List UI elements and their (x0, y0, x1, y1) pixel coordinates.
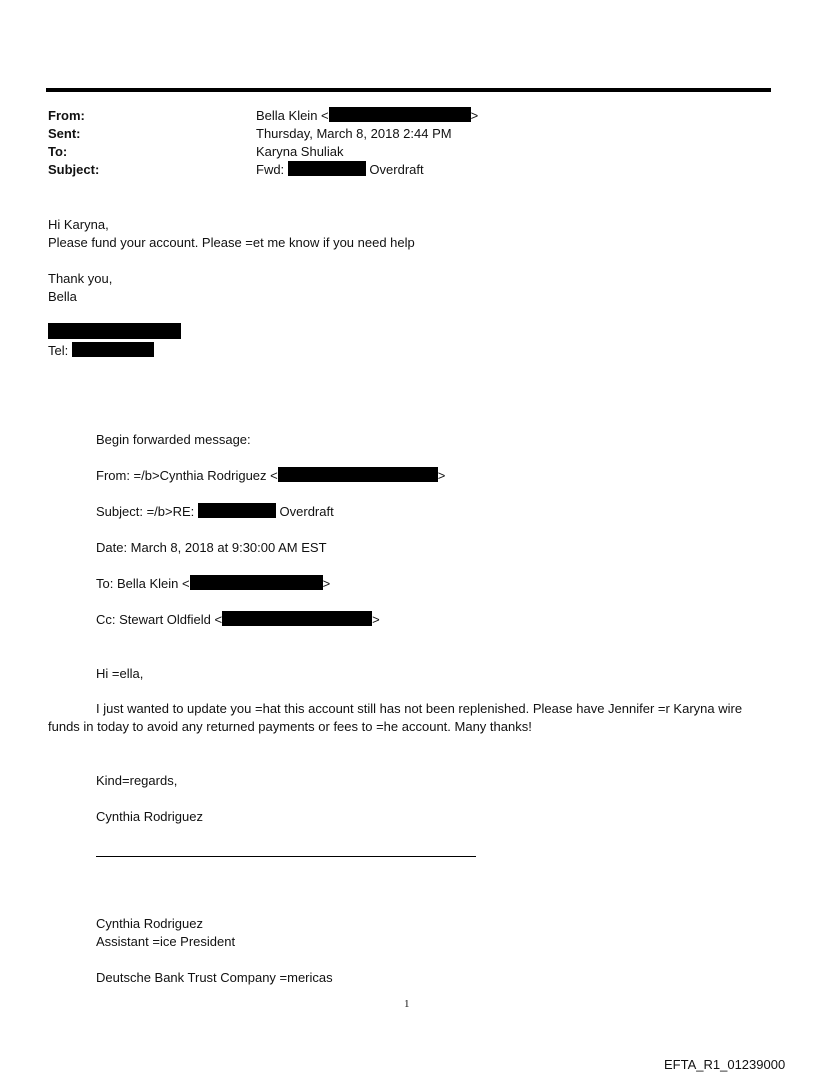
regards: Kind=regards, (96, 773, 178, 788)
bates-number: EFTA_R1_01239000 (664, 1057, 786, 1072)
to-value: Karyna Shuliak (256, 144, 344, 159)
forward-to-text: To: Bella Klein < (96, 576, 190, 591)
forward-from-text: From: =/b>Cynthia Rodriguez < (96, 468, 278, 483)
signoff: Bella (48, 289, 77, 304)
redaction-box (288, 161, 366, 176)
signature-title: Assistant =ice President (96, 934, 236, 949)
page-number: 1 (404, 998, 410, 1010)
forward-subject-suffix: Overdraft (279, 504, 334, 519)
redaction-box (190, 575, 323, 590)
subject-suffix: Overdraft (369, 162, 424, 177)
subject-prefix: Fwd: (256, 162, 285, 177)
sent-value: Thursday, March 8, 2018 2:44 PM (256, 126, 452, 141)
redaction-box (48, 323, 181, 339)
signature-rule (96, 856, 476, 857)
forward-cc (96, 611, 380, 629)
forward-date: Date: March 8, 2018 at 9:30:00 AM EST (96, 540, 327, 555)
forward-cc-close: > (372, 612, 380, 627)
forward-to (96, 575, 330, 593)
from-value (256, 107, 478, 125)
forward-from-close: > (437, 468, 446, 483)
signature-company: Deutsche Bank Trust Company =mericas (96, 970, 333, 985)
forward-from (96, 467, 445, 485)
forward-paragraph-text: I just wanted to update you =hat this account still has not been replenished. Please have Jennifer =r Karyna wire funds in today to avoid any returned payments or fees to =he account. Many thanks! (48, 701, 743, 734)
from-label: From: (48, 108, 85, 123)
redaction-box (329, 107, 471, 122)
to-label: To: (48, 144, 68, 159)
from-name: Bella Klein < (256, 108, 329, 123)
forward-intro: Begin forwarded message: (96, 432, 251, 447)
sent-label: Sent: (48, 126, 81, 141)
subject-value (256, 161, 424, 179)
redaction-box (278, 467, 438, 482)
subject-label: Subject: (48, 162, 100, 177)
redaction-box (198, 503, 276, 518)
thanks: Thank you, (48, 271, 113, 286)
signature-name: Cynthia Rodriguez (96, 916, 203, 931)
from-close: > (470, 108, 479, 123)
body-line: Please fund your account. Please =et me know if you need help (48, 235, 415, 250)
tel-label: Tel: (48, 343, 69, 358)
tel-line (48, 342, 154, 360)
forward-to-close: > (322, 576, 331, 591)
header-rule (46, 88, 771, 92)
forward-greeting: Hi =ella, (96, 666, 144, 681)
forward-subject (96, 503, 334, 521)
redaction-box (222, 611, 372, 626)
greeting: Hi Karyna, (48, 217, 109, 232)
redaction-box (72, 342, 154, 357)
forward-paragraph (48, 700, 770, 736)
forward-subject-text: Subject: =/b>RE: (96, 504, 195, 519)
sender-name: Cynthia Rodriguez (96, 809, 203, 824)
forward-cc-text: Cc: Stewart Oldfield < (96, 612, 223, 627)
